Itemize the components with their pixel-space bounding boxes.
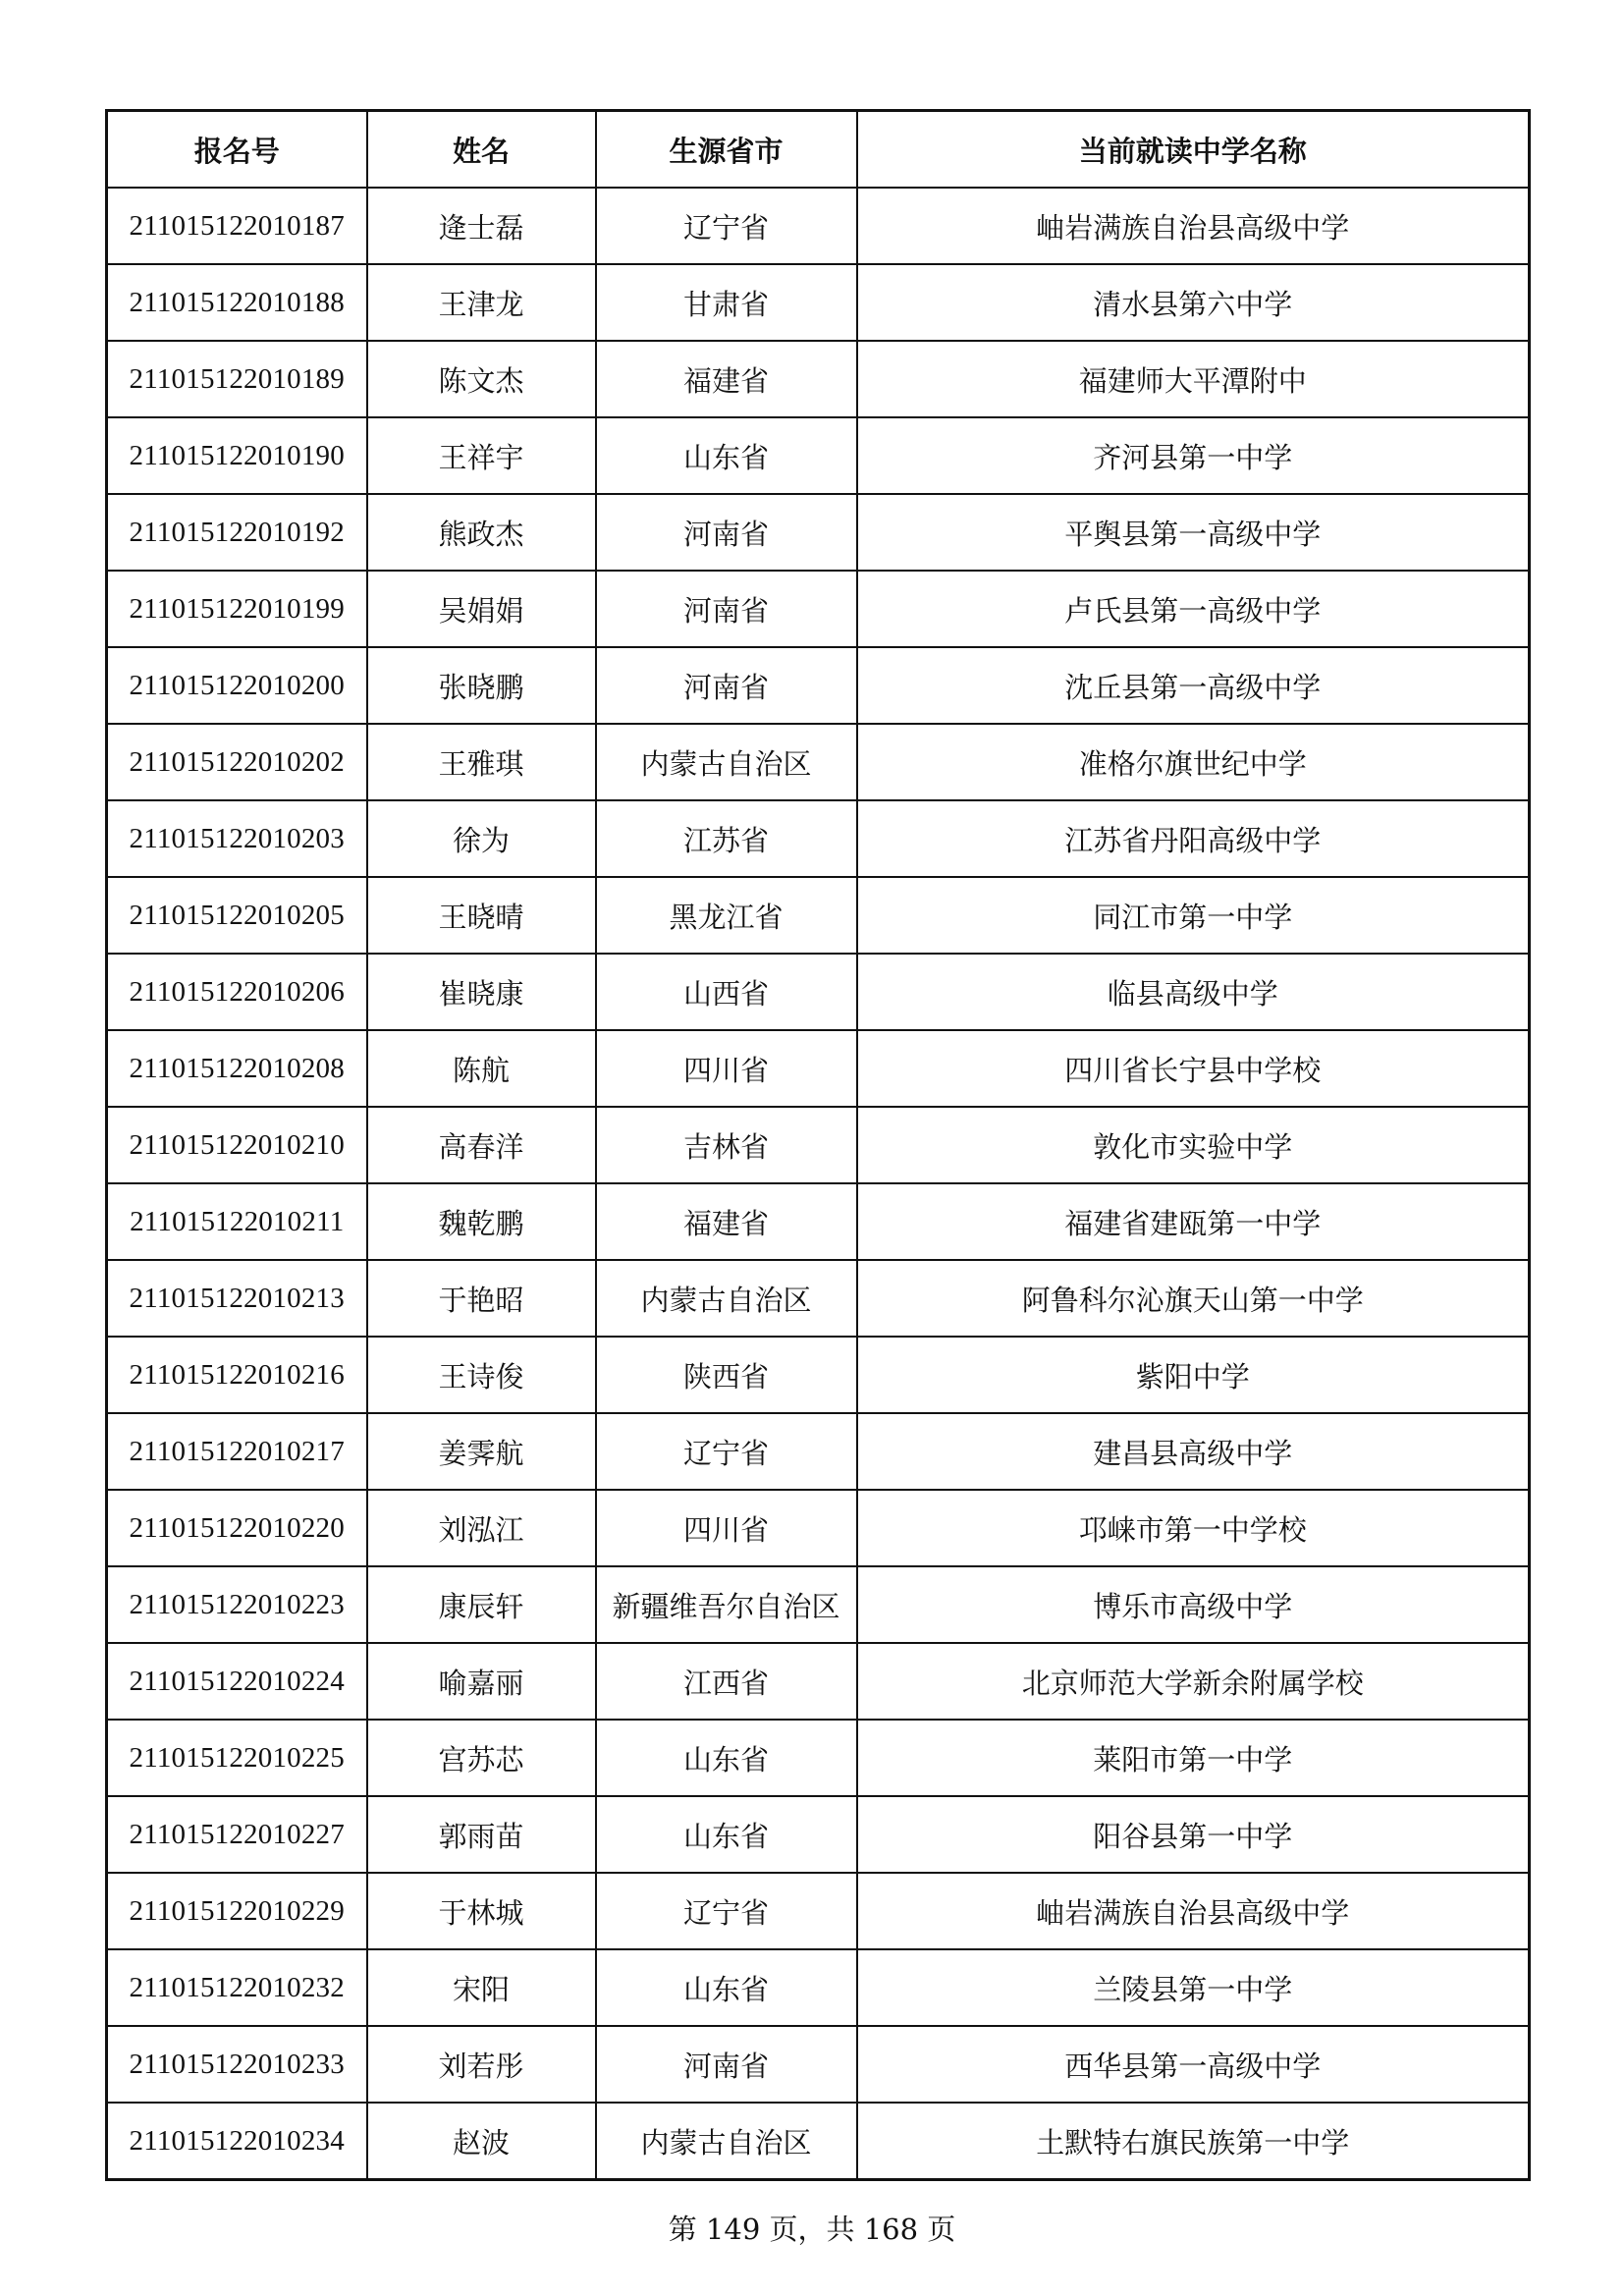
origin-province-cell: 内蒙古自治区 — [596, 1260, 857, 1337]
origin-province-cell: 山东省 — [596, 417, 857, 494]
table-row — [107, 1949, 1530, 2026]
school-name-cell: 建昌县高级中学 — [857, 1413, 1530, 1490]
student-name-cell: 王雅琪 — [367, 724, 596, 800]
student-name-cell: 吴娟娟 — [367, 571, 596, 647]
origin-province-cell: 山西省 — [596, 954, 857, 1030]
registration-number-cell: 211015122010213 — [107, 1260, 367, 1337]
origin-province-cell: 山东省 — [596, 1796, 857, 1873]
registration-number-cell: 211015122010208 — [107, 1030, 367, 1107]
school-name-cell: 阳谷县第一中学 — [857, 1796, 1530, 1873]
school-name-cell: 土默特右旗民族第一中学 — [857, 2103, 1530, 2180]
origin-province-cell: 四川省 — [596, 1490, 857, 1566]
registration-number-cell: 211015122010227 — [107, 1796, 367, 1873]
table-row — [107, 1490, 1530, 1566]
school-name-cell: 岫岩满族自治县高级中学 — [857, 1873, 1530, 1949]
student-name-cell: 陈文杰 — [367, 341, 596, 417]
student-name-cell: 姜霁航 — [367, 1413, 596, 1490]
table-body — [107, 188, 1530, 2180]
school-name-cell: 准格尔旗世纪中学 — [857, 724, 1530, 800]
school-name-cell: 北京师范大学新余附属学校 — [857, 1643, 1530, 1720]
table-row — [107, 1643, 1530, 1720]
student-name-cell: 熊政杰 — [367, 494, 596, 571]
table-row — [107, 2026, 1530, 2103]
student-roster-table — [105, 109, 1531, 2181]
table-row — [107, 1720, 1530, 1796]
registration-number-cell: 211015122010225 — [107, 1720, 367, 1796]
school-name-cell: 临县高级中学 — [857, 954, 1530, 1030]
table-row — [107, 188, 1530, 264]
origin-province-cell: 河南省 — [596, 494, 857, 571]
school-name-cell: 齐河县第一中学 — [857, 417, 1530, 494]
school-name-cell: 莱阳市第一中学 — [857, 1720, 1530, 1796]
table-row — [107, 341, 1530, 417]
registration-number-cell: 211015122010202 — [107, 724, 367, 800]
school-name-cell: 博乐市高级中学 — [857, 1566, 1530, 1643]
student-name-cell: 王津龙 — [367, 264, 596, 341]
origin-province-cell: 辽宁省 — [596, 188, 857, 264]
registration-number-cell: 211015122010189 — [107, 341, 367, 417]
origin-province-cell: 四川省 — [596, 1030, 857, 1107]
student-name-cell: 王诗俊 — [367, 1337, 596, 1413]
school-name-cell: 岫岩满族自治县高级中学 — [857, 188, 1530, 264]
table-row — [107, 1796, 1530, 1873]
student-name-cell: 张晓鹏 — [367, 647, 596, 724]
school-name-cell: 紫阳中学 — [857, 1337, 1530, 1413]
registration-number-cell: 211015122010190 — [107, 417, 367, 494]
school-name-cell: 阿鲁科尔沁旗天山第一中学 — [857, 1260, 1530, 1337]
registration-number-cell: 211015122010206 — [107, 954, 367, 1030]
registration-number-cell: 211015122010217 — [107, 1413, 367, 1490]
registration-number-cell: 211015122010234 — [107, 2103, 367, 2180]
registration-number-cell: 211015122010203 — [107, 800, 367, 877]
table-row — [107, 1566, 1530, 1643]
origin-province-cell: 福建省 — [596, 341, 857, 417]
school-name-cell: 福建省建瓯第一中学 — [857, 1183, 1530, 1260]
table-header — [107, 111, 1530, 189]
student-name-cell: 刘泓江 — [367, 1490, 596, 1566]
origin-province-cell: 河南省 — [596, 571, 857, 647]
student-name-cell: 刘若彤 — [367, 2026, 596, 2103]
table-row — [107, 1873, 1530, 1949]
registration-number-cell: 211015122010211 — [107, 1183, 367, 1260]
student-name-cell: 崔晓康 — [367, 954, 596, 1030]
origin-province-cell: 甘肃省 — [596, 264, 857, 341]
origin-province-cell: 江苏省 — [596, 800, 857, 877]
table-row — [107, 800, 1530, 877]
registration-number-cell: 211015122010199 — [107, 571, 367, 647]
student-name-cell: 康辰轩 — [367, 1566, 596, 1643]
registration-number-cell: 211015122010192 — [107, 494, 367, 571]
origin-province-cell: 河南省 — [596, 647, 857, 724]
origin-province-cell: 陕西省 — [596, 1337, 857, 1413]
student-name-cell: 宫苏芯 — [367, 1720, 596, 1796]
header-current-school: 当前就读中学名称 — [857, 111, 1530, 189]
school-name-cell: 邛崃市第一中学校 — [857, 1490, 1530, 1566]
school-name-cell: 敦化市实验中学 — [857, 1107, 1530, 1183]
student-name-cell: 宋阳 — [367, 1949, 596, 2026]
student-name-cell: 王祥宇 — [367, 417, 596, 494]
school-name-cell: 卢氏县第一高级中学 — [857, 571, 1530, 647]
registration-number-cell: 211015122010223 — [107, 1566, 367, 1643]
student-name-cell: 徐为 — [367, 800, 596, 877]
origin-province-cell: 内蒙古自治区 — [596, 724, 857, 800]
origin-province-cell: 黑龙江省 — [596, 877, 857, 954]
student-name-cell: 喻嘉丽 — [367, 1643, 596, 1720]
table-row — [107, 417, 1530, 494]
table-row — [107, 571, 1530, 647]
table-row — [107, 1030, 1530, 1107]
registration-number-cell: 211015122010200 — [107, 647, 367, 724]
origin-province-cell: 内蒙古自治区 — [596, 2103, 857, 2180]
school-name-cell: 江苏省丹阳高级中学 — [857, 800, 1530, 877]
registration-number-cell: 211015122010188 — [107, 264, 367, 341]
registration-number-cell: 211015122010187 — [107, 188, 367, 264]
table-row — [107, 954, 1530, 1030]
origin-province-cell: 江西省 — [596, 1643, 857, 1720]
school-name-cell: 清水县第六中学 — [857, 264, 1530, 341]
origin-province-cell: 辽宁省 — [596, 1873, 857, 1949]
school-name-cell: 福建师大平潭附中 — [857, 341, 1530, 417]
header-origin-province: 生源省市 — [596, 111, 857, 189]
table-row — [107, 647, 1530, 724]
student-name-cell: 赵波 — [367, 2103, 596, 2180]
student-name-cell: 高春洋 — [367, 1107, 596, 1183]
origin-province-cell: 新疆维吾尔自治区 — [596, 1566, 857, 1643]
table-row — [107, 494, 1530, 571]
student-name-cell: 于林城 — [367, 1873, 596, 1949]
school-name-cell: 沈丘县第一高级中学 — [857, 647, 1530, 724]
header-row — [107, 111, 1530, 189]
student-name-cell: 郭雨苗 — [367, 1796, 596, 1873]
origin-province-cell: 辽宁省 — [596, 1413, 857, 1490]
registration-number-cell: 211015122010233 — [107, 2026, 367, 2103]
registration-number-cell: 211015122010224 — [107, 1643, 367, 1720]
table-row — [107, 264, 1530, 341]
registration-number-cell: 211015122010210 — [107, 1107, 367, 1183]
table-row — [107, 877, 1530, 954]
origin-province-cell: 福建省 — [596, 1183, 857, 1260]
table-row — [107, 1337, 1530, 1413]
registration-number-cell: 211015122010229 — [107, 1873, 367, 1949]
origin-province-cell: 吉林省 — [596, 1107, 857, 1183]
origin-province-cell: 山东省 — [596, 1949, 857, 2026]
school-name-cell: 同江市第一中学 — [857, 877, 1530, 954]
registration-number-cell: 211015122010205 — [107, 877, 367, 954]
table-row — [107, 2103, 1530, 2180]
table-row — [107, 1413, 1530, 1490]
header-name: 姓名 — [367, 111, 596, 189]
registration-number-cell: 211015122010216 — [107, 1337, 367, 1413]
origin-province-cell: 河南省 — [596, 2026, 857, 2103]
registration-number-cell: 211015122010232 — [107, 1949, 367, 2026]
origin-province-cell: 山东省 — [596, 1720, 857, 1796]
page-number-footer: 第 149 页，共 168 页 — [668, 2213, 956, 2246]
school-name-cell: 四川省长宁县中学校 — [857, 1030, 1530, 1107]
school-name-cell: 西华县第一高级中学 — [857, 2026, 1530, 2103]
student-name-cell: 王晓晴 — [367, 877, 596, 954]
header-registration-number: 报名号 — [107, 111, 367, 189]
student-name-cell: 魏乾鹏 — [367, 1183, 596, 1260]
registration-number-cell: 211015122010220 — [107, 1490, 367, 1566]
student-name-cell: 于艳昭 — [367, 1260, 596, 1337]
table-row — [107, 724, 1530, 800]
table-row — [107, 1183, 1530, 1260]
student-name-cell: 逄士磊 — [367, 188, 596, 264]
student-name-cell: 陈航 — [367, 1030, 596, 1107]
table-row — [107, 1107, 1530, 1183]
school-name-cell: 平舆县第一高级中学 — [857, 494, 1530, 571]
table-row — [107, 1260, 1530, 1337]
school-name-cell: 兰陵县第一中学 — [857, 1949, 1530, 2026]
